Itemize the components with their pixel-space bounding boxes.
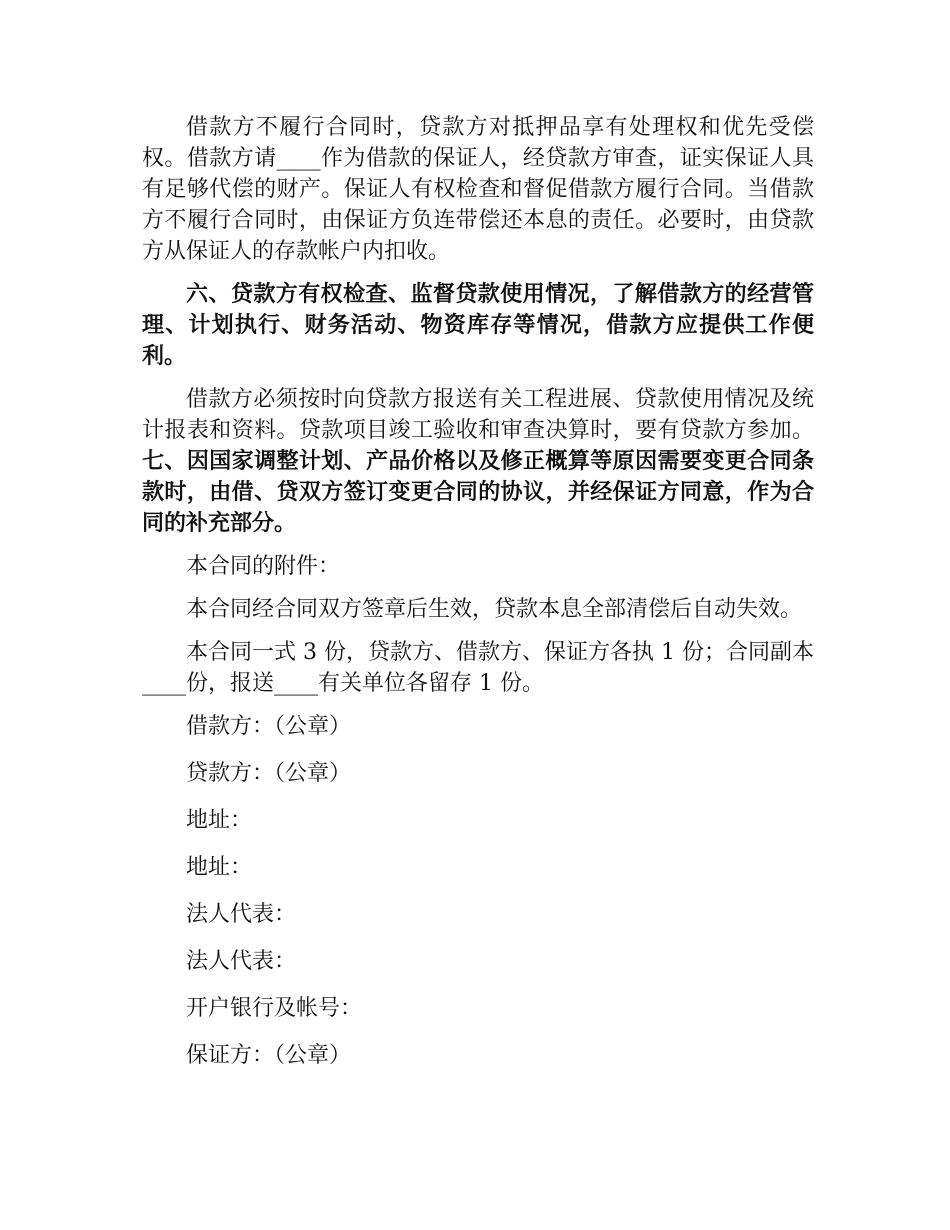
signature-guarantor: 保证方：（公章）	[186, 1043, 352, 1068]
paragraph-attachments: 本合同的附件：	[186, 554, 341, 579]
legal-rep-line-1: 法人代表：	[186, 902, 297, 927]
reporting-text: 借款方必须按时向贷款方报送有关工程进展、贷款使用情况及统计报表和资料。贷款项目竣工验收和审查决算时，要有贷款方参加。	[142, 387, 814, 443]
paragraph-reporting	[142, 384, 814, 539]
paragraph-effectiveness: 本合同经合同双方签章后生效，贷款本息全部清偿后自动失效。	[186, 597, 803, 622]
bank-account-line: 开户银行及帐号：	[186, 996, 363, 1021]
legal-rep-line-2: 法人代表：	[186, 949, 297, 974]
address-line-1: 地址：	[186, 808, 253, 833]
paragraph-guarantee: 借款方不履行合同时，贷款方对抵押品享有处理权和优先受偿权。借款方请____作为借款的保证人，经贷款方审查，证实保证人具有足够代偿的财产。保证人有权检查和督促借款方履行合同。当借款方不履行合同时，由保证方负连带偿还本息的责任。必要时，由贷款方从保证人的存款帐户内扣收。	[142, 115, 814, 264]
clause-7-heading: 七、因国家调整计划、产品价格以及修正概算等原因需要变更合同条款时，由借、贷双方签订变更合同的协议，并经保证方同意，作为合同的补充部分。	[142, 448, 814, 536]
address-line-2: 地址：	[186, 855, 253, 880]
clause-6-heading: 六、贷款方有权检查、监督贷款使用情况，了解借款方的经营管理、计划执行、财务活动、物资库存等情况，借款方应提供工作便利。	[142, 281, 814, 369]
document-page	[142, 112, 814, 1087]
signature-borrower: 借款方：（公章）	[186, 714, 352, 739]
signature-lender: 贷款方：（公章）	[186, 761, 352, 786]
paragraph-copies: 本合同一式 3 份，贷款方、借款方、保证方各执 1 份；合同副本____份，报送____有关单位各留存 1 份。	[142, 640, 814, 696]
